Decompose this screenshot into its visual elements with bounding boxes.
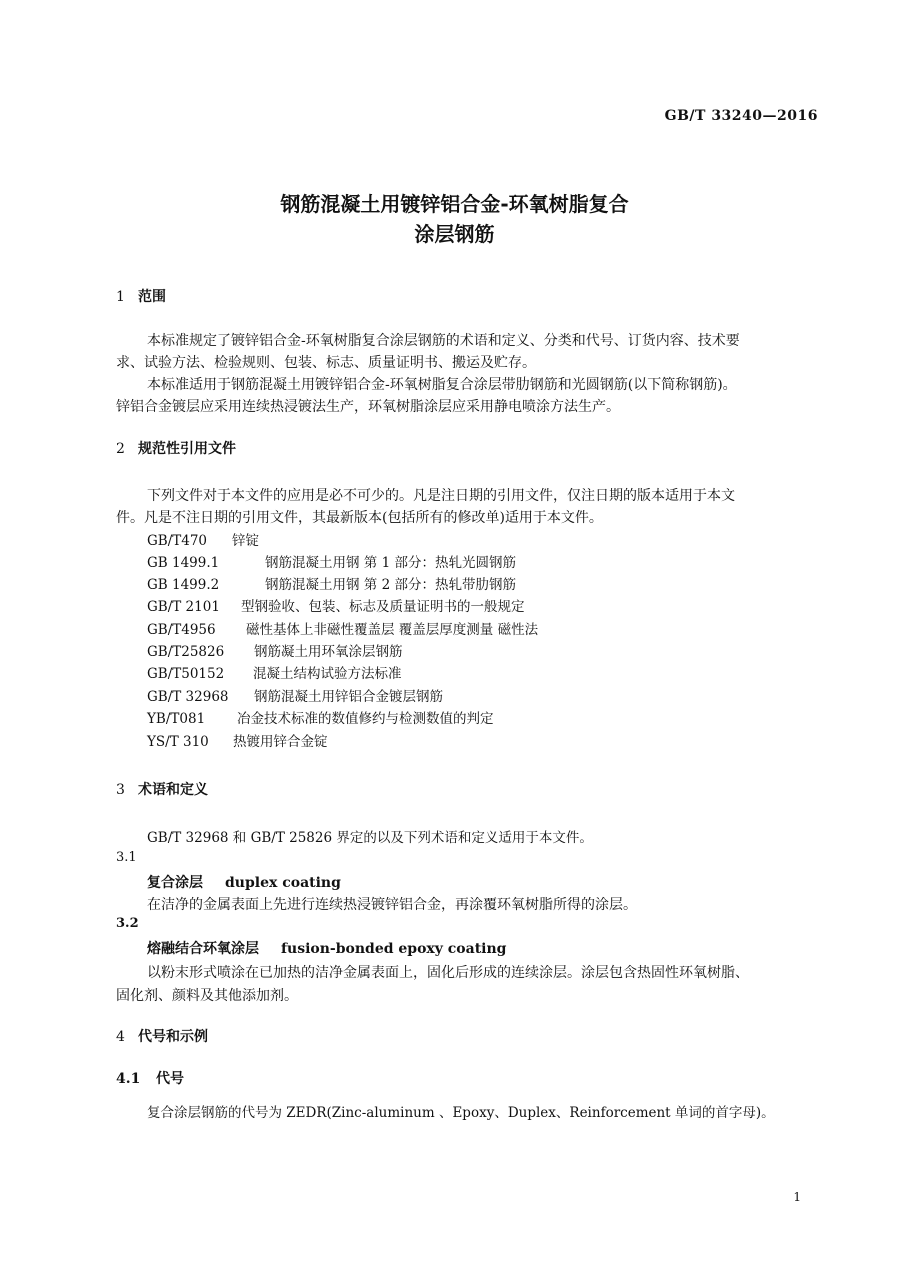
section-1-paragraph-1-line-2: 求、试验方法、检验规则、包装、标志、质量证明书、搬运及贮存。 xyxy=(116,355,536,371)
section-title: 术语和定义 xyxy=(138,782,208,798)
reference-code: GB/T50152 xyxy=(147,666,225,682)
subsection-4-1-text: 复合涂层钢筋的代号为 ZEDR(Zinc-aluminum 、Epoxy、Duplex、Reinforcement 单词的首字母)。 xyxy=(147,1105,775,1121)
section-3-intro: GB/T 32968 和 GB/T 25826 界定的以及下列术语和定义适用于本文件。 xyxy=(147,830,593,846)
reference-code: YS/T 310 xyxy=(147,734,209,750)
standard-number: GB/T 33240—2016 xyxy=(664,108,818,124)
term-3-2-definition-line-1: 以粉末形式喷涂在已加热的洁净金属表面上，固化后形成的连续涂层。涂层包含热固性环氧树脂、 xyxy=(147,965,749,981)
subsection-number: 4.1 xyxy=(116,1071,141,1087)
reference-code: GB 1499.1 xyxy=(147,555,220,571)
section-number: 3 xyxy=(116,782,125,798)
reference-title: 混凝土结构试验方法标准 xyxy=(253,666,402,682)
reference-title: 钢筋混凝土用钢 第 2 部分：热轧带肋钢筋 xyxy=(265,577,516,593)
reference-title: 锌锭 xyxy=(232,533,259,549)
reference-title: 钢筋凝土用环氧涂层钢筋 xyxy=(254,644,403,660)
reference-title: 冶金技术标准的数值修约与检测数值的判定 xyxy=(237,711,494,727)
term-3-2-definition-line-2: 固化剂、颜料及其他添加剂。 xyxy=(116,988,298,1004)
section-1-paragraph-2-line-1: 本标准适用于钢筋混凝土用镀锌铝合金-环氧树脂复合涂层带肋钢筋和光圆钢筋(以下简称钢筋)。 xyxy=(147,377,737,393)
section-title: 代号和示例 xyxy=(138,1029,208,1045)
reference-item xyxy=(147,551,516,571)
reference-title: 型钢验收、包装、标志及质量证明书的一般规定 xyxy=(241,599,525,615)
section-number: 2 xyxy=(116,441,125,457)
term-zh: 复合涂层 xyxy=(147,875,203,891)
clause-number-3-2: 3.2 xyxy=(116,916,139,931)
section-2-paragraph-line-1: 下列文件对于本文件的应用是必不可少的。凡是注日期的引用文件，仅注日期的版本适用于本文 xyxy=(147,488,735,504)
reference-code: GB/T4956 xyxy=(147,622,216,638)
term-3-2 xyxy=(147,938,506,958)
section-2-heading xyxy=(116,438,236,458)
reference-item xyxy=(147,595,525,615)
reference-code: GB/T470 xyxy=(147,533,208,549)
section-number: 1 xyxy=(116,289,125,305)
reference-code: GB/T 32968 xyxy=(147,689,229,705)
section-1-heading xyxy=(116,286,166,306)
reference-item xyxy=(147,529,259,549)
clause-number-3-1: 3.1 xyxy=(116,850,137,865)
reference-item xyxy=(147,662,402,682)
reference-title: 磁性基体上非磁性覆盖层 覆盖层厚度测量 磁性法 xyxy=(246,622,539,638)
reference-title: 钢筋混凝土用锌铝合金镀层钢筋 xyxy=(254,689,443,705)
section-4-heading xyxy=(116,1026,208,1046)
subsection-title: 代号 xyxy=(156,1071,184,1087)
section-1-paragraph-2-line-2: 锌铝合金镀层应采用连续热浸镀法生产，环氧树脂涂层应采用静电喷涂方法生产。 xyxy=(116,399,620,415)
section-number: 4 xyxy=(116,1029,125,1045)
term-3-1 xyxy=(147,872,341,892)
section-2-paragraph-line-2: 件。凡是不注日期的引用文件，其最新版本(包括所有的修改单)适用于本文件。 xyxy=(116,510,603,526)
section-3-heading xyxy=(116,779,208,799)
document-title-line-2: 涂层钢筋 xyxy=(414,222,495,246)
subsection-4-1-heading xyxy=(116,1068,184,1088)
reference-code: YB/T081 xyxy=(147,711,206,727)
reference-code: GB/T 2101 xyxy=(147,599,220,615)
reference-item xyxy=(147,707,494,727)
page-number: 1 xyxy=(793,1190,801,1204)
term-zh: 熔融结合环氧涂层 xyxy=(147,941,259,957)
reference-item xyxy=(147,640,403,660)
section-title: 规范性引用文件 xyxy=(138,441,236,457)
section-1-paragraph-1-line-1: 本标准规定了镀锌铝合金-环氧树脂复合涂层钢筋的术语和定义、分类和代号、订货内容、技术要 xyxy=(147,333,740,349)
reference-item xyxy=(147,573,516,593)
reference-item xyxy=(147,730,328,750)
reference-item xyxy=(147,685,443,705)
document-title-line-1: 钢筋混凝土用镀锌铝合金-环氧树脂复合 xyxy=(280,192,629,216)
term-en: fusion-bonded epoxy coating xyxy=(281,941,507,957)
reference-code: GB/T25826 xyxy=(147,644,225,660)
section-title: 范围 xyxy=(138,289,166,305)
reference-item xyxy=(147,618,538,638)
reference-code: GB 1499.2 xyxy=(147,577,220,593)
reference-title: 钢筋混凝土用钢 第 1 部分：热轧光圆钢筋 xyxy=(265,555,516,571)
term-en: duplex coating xyxy=(225,875,341,891)
term-3-1-definition: 在洁净的金属表面上先进行连续热浸镀锌铝合金，再涂覆环氧树脂所得的涂层。 xyxy=(147,897,637,913)
reference-title: 热镀用锌合金锭 xyxy=(233,734,328,750)
